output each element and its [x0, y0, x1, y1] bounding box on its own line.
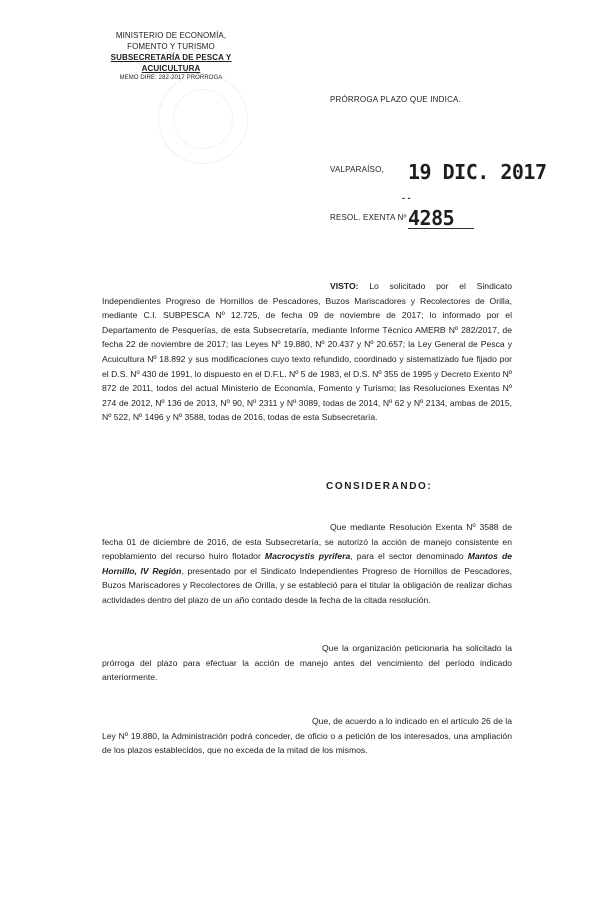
visto-paragraph [102, 279, 512, 425]
letterhead [86, 30, 256, 83]
para1-text-c: , presentado por el Sindicato Independientes Progreso de Hornillos de Pescadores, Buzos Mariscadores y Recolectores de Orilla, y se estableció para el titular la obligación de realizar dichas actividades dentro del plazo de un año contado desde la fecha de la citada resolución. [102, 565, 512, 605]
considerando-heading: CONSIDERANDO: [326, 481, 433, 492]
considerando-paragraph-1 [102, 520, 512, 608]
species-name: Macrocystis pyrifera [264, 551, 351, 562]
ministry-name-line1: MINISTERIO DE ECONOMÍA, [115, 31, 227, 40]
ministry-name-line2: FOMENTO Y TURISMO [127, 42, 215, 51]
para1-text-b: , para el sector denominado [350, 551, 468, 562]
visto-label: VISTO: [330, 281, 359, 291]
subsecretaria-name: SUBSECRETARÍA DE PESCA Y ACUICULTURA [110, 53, 232, 73]
resolution-label: RESOL. EXENTA Nº [330, 213, 407, 222]
resolution-underline [408, 228, 474, 229]
memo-reference: MEMO DIRE: 282-2017 PRÓRROGA [119, 75, 223, 81]
date-stamp: 19 DIC. 2017 [408, 160, 547, 184]
faded-seal-icon [158, 74, 248, 164]
place-label: VALPARAÍSO, [330, 165, 384, 174]
subject-line: PRÓRROGA PLAZO QUE INDICA. [330, 95, 462, 104]
considerando-paragraph-2 [102, 641, 512, 685]
para1-text-a: Que mediante Resolución Exenta Nº 3588 de fecha 01 de diciembre de 2016, de esta Subsecretaría, se autorizó la acción de manejo consistente en repoblamiento del recurso huiro flotador [102, 522, 512, 562]
para2-text: Que la organización peticionaria ha solicitado la prórroga del plazo para efectuar la acción de manejo antes del vencimiento del período indicado anteriormente. [102, 643, 512, 683]
visto-text: Lo solicitado por el Sindicato Independientes Progreso de Hornillos de Pescadores, Buzos Mariscadores y Recolectores de Orilla, mediante C.I. SUBPESCA Nº 12.725, de fecha 09 de noviembre de 2017; lo informado por el Departamento de Pesquerías, de esta Subsecretaría, mediante Informe Técnico AMERB Nº 282/2017, de fecha 22 de noviembre de 2017; las Leyes Nº 19.880, Nº 20.437 y Nº 20.657; la Ley General de Pesca y Acuicultura Nº 18.892 y sus modificaciones cuyo texto refundido, coordinado y sistematizado fue fijado por el D.S. Nº 430 de 1991, lo dispuesto en el D.F.L. Nº 5 de 1983, el D.S. Nº 355 de 1995 y Decreto Exento Nº 872 de 2011, todos del actual Ministerio de Economía, Fomento y Turismo; las Resoluciones Exentas Nº 274 de 2012, Nº 136 de 2013, Nº 90, Nº 2311 y Nº 3089, todas de 2014, Nº 62 y Nº 2134, ambas de 2015, Nº 522, Nº 1496 y Nº 3588, todas de 2016, todas de esta Subsecretaría. [102, 281, 512, 423]
para3-text: Que, de acuerdo a lo indicado en el artículo 26 de la Ley Nº 19.880, la Administración podrá conceder, de oficio o a petición de los interesados, una ampliación de los plazos establecidos, que no exceda de la mitad de los mismos. [102, 716, 512, 756]
resolution-number: 4285 [408, 206, 455, 230]
resolution-marks: - - [402, 193, 411, 203]
sector-name: Mantos de Hornillo, IV Región [102, 551, 513, 576]
considerando-paragraph-3 [102, 714, 512, 758]
